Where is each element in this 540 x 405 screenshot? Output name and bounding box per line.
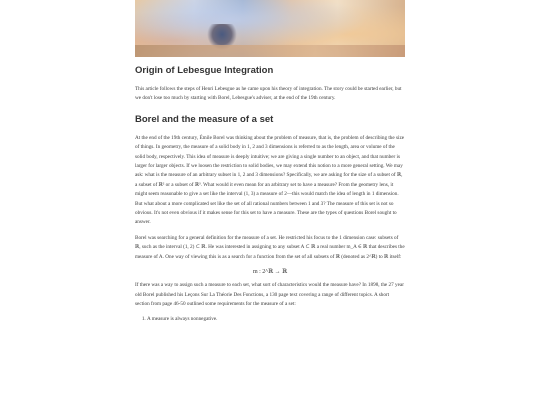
intro-paragraph: This article follows the steps of Henri Lebesgue as he came upon his theory of integration. The story could be started earlier, but we don't lose too much by starting with Borel, Lebesgue's adviser, at the end of the 19th century. (135, 86, 402, 102)
article-content (135, 58, 405, 324)
section-heading: Borel and the measure of a set (135, 113, 274, 125)
header-painting-image (135, 0, 405, 57)
paragraph-3: If there was a way to assign such a measure to each set, what sort of characteristics would the measure have? In 1898, the 27 year old Borel published his Leçons Sur La Théorie Des Fonctions, a 130 page text covering a range of different topics. A short section from page 46-50 outlined some requirements for the measure of a set: (135, 282, 404, 307)
requirements-list (135, 315, 405, 324)
list-item: 1. A measure is always nonnegative. (147, 315, 405, 324)
paragraph-1: At the end of the 19th century, Émile Borel was thinking about the problem of measure, that is, the problem of describing the size of things. In geometry, the measure of a solid body in 1, 2 and 3 dimensions is referred to as the length, area or volume of the solid body, respectively. This idea of measure is deeply intuitive; we are giving a single number to an object, and that number is larger for larger objects. If we loosen the restriction to solid bodies, we may extend this notion to a more general setting. We may ask: what is the measure of an arbitrary subset in 1, 2 and 3 dimensions? Specifically, we are asking for the size of a subset of ℝ, a subset of ℝ² or a subset of ℝ³. What would it even mean for an arbitrary set to have a measure? From the geometry lens, it might seem reasonable to give a set like the interval (1, 3) a measure of 2—this would match the idea of length in 1 dimension. But what about a more complicated set like the set of all rational numbers between 1 and 3? The measure of this set is not so obvious. It's not even obvious if it makes sense for this set to have a measure. These are the types of questions Borel sought to answer. (135, 134, 405, 226)
equation: m : 2^ℝ → ℝ (252, 269, 288, 276)
page-title: Origin of Lebesgue Integration (135, 65, 274, 76)
paragraph-2: Borel was searching for a general definition for the measure of a set. He restricted his focus to the 1 dimension case: subsets of ℝ, such as the interval (1, 2) ⊂ ℝ. He was interested in assigning to any subset A ⊂ ℝ a real number m_A ∈ ℝ that describes the measure of A. One way of viewing this is as a search for a function from the set of all subsets of ℝ (denoted as 2^ℝ) to ℝ itself: (135, 234, 405, 260)
